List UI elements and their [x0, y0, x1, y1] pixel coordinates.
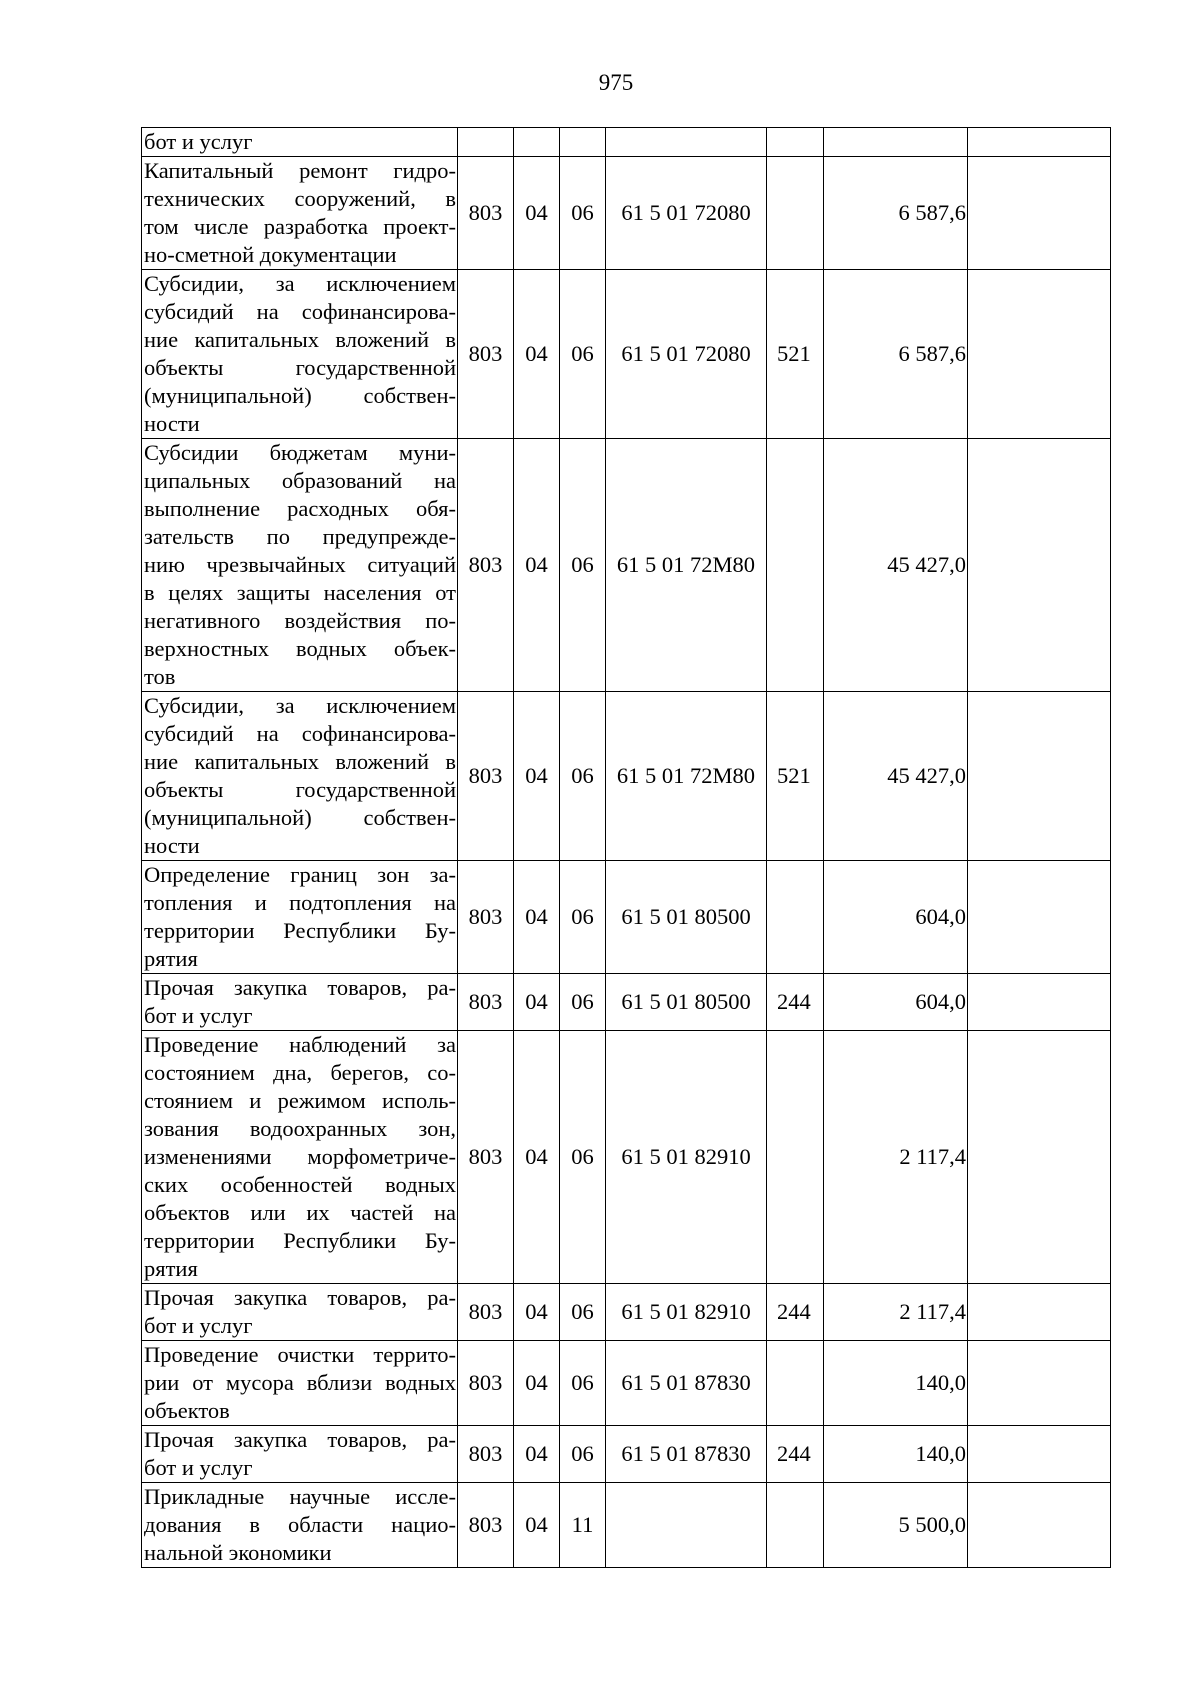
ministry-code-cell: 803: [458, 861, 514, 974]
table-body: [142, 128, 1111, 1568]
target-article-cell: 61 5 01 72М80: [606, 439, 767, 692]
section-code-cell: 04: [514, 1483, 560, 1568]
expense-name-line: Субсидии, за исключением: [144, 271, 456, 296]
expense-type-cell: 521: [767, 270, 824, 439]
target-article-cell: 61 5 01 82910: [606, 1031, 767, 1284]
section-code-cell: [514, 128, 560, 157]
subsection-code-cell: 06: [560, 861, 606, 974]
expense-name-cell: [142, 157, 458, 270]
table-row: [142, 128, 1111, 157]
expense-name-line: территории Республики Бу-: [144, 1228, 456, 1253]
extra-cell: [968, 1426, 1111, 1483]
ministry-code-cell: 803: [458, 692, 514, 861]
expense-name-line: ности: [144, 833, 200, 858]
ministry-code-cell: 803: [458, 1284, 514, 1341]
target-article-cell: 61 5 01 80500: [606, 861, 767, 974]
extra-cell: [968, 270, 1111, 439]
expense-type-cell: [767, 1031, 824, 1284]
ministry-code-cell: 803: [458, 270, 514, 439]
expense-name-line: ципальных образований на: [144, 468, 456, 493]
amount-cell: 140,0: [824, 1341, 968, 1426]
section-code-cell: 04: [514, 692, 560, 861]
expense-name-cell: [142, 1341, 458, 1426]
ministry-code-cell: 803: [458, 157, 514, 270]
table-row: [142, 439, 1111, 692]
expense-type-cell: [767, 1483, 824, 1568]
expense-name-line: том числе разработка проект-: [144, 214, 456, 239]
amount-cell: [824, 128, 968, 157]
expense-name-cell: [142, 1031, 458, 1284]
target-article-cell: 61 5 01 82910: [606, 1284, 767, 1341]
target-article-cell: [606, 1483, 767, 1568]
expense-name-line: бот и услуг: [144, 129, 253, 154]
expense-name-line: состоянием дна, берегов, со-: [144, 1060, 456, 1085]
expense-name-line: рии от мусора вблизи водных: [144, 1370, 456, 1395]
expense-type-cell: 244: [767, 974, 824, 1031]
expense-name-line: Прочая закупка товаров, ра-: [144, 1285, 456, 1310]
ministry-code-cell: 803: [458, 1426, 514, 1483]
expense-name-line: бот и услуг: [144, 1003, 253, 1028]
expense-name-line: (муниципальной) собствен-: [144, 805, 456, 830]
expense-name-line: дования в области нацио-: [144, 1512, 456, 1537]
subsection-code-cell: [560, 128, 606, 157]
expense-name-cell: [142, 1483, 458, 1568]
expense-name-line: объектов или их частей на: [144, 1200, 456, 1225]
subsection-code-cell: 06: [560, 1284, 606, 1341]
amount-cell: 6 587,6: [824, 157, 968, 270]
expense-name-line: нальной экономики: [144, 1540, 332, 1565]
expense-name-cell: [142, 692, 458, 861]
expense-type-cell: [767, 439, 824, 692]
section-code-cell: 04: [514, 439, 560, 692]
target-article-cell: 61 5 01 80500: [606, 974, 767, 1031]
expense-type-cell: [767, 128, 824, 157]
extra-cell: [968, 974, 1111, 1031]
expense-name-line: стоянием и режимом исполь-: [144, 1088, 456, 1113]
expense-name-cell: [142, 861, 458, 974]
expense-name-line: в целях защиты населения от: [144, 580, 456, 605]
target-article-cell: 61 5 01 72080: [606, 270, 767, 439]
table-row: [142, 157, 1111, 270]
amount-cell: 6 587,6: [824, 270, 968, 439]
expense-name-line: ских особенностей водных: [144, 1172, 456, 1197]
subsection-code-cell: 06: [560, 1426, 606, 1483]
expense-type-cell: 244: [767, 1284, 824, 1341]
expense-name-cell: [142, 1284, 458, 1341]
extra-cell: [968, 1031, 1111, 1284]
section-code-cell: 04: [514, 1284, 560, 1341]
expense-name-cell: [142, 128, 458, 157]
expense-name-line: Прочая закупка товаров, ра-: [144, 1427, 456, 1452]
expense-name-line: Проведение очистки террито-: [144, 1342, 456, 1367]
expense-type-cell: 521: [767, 692, 824, 861]
expense-type-cell: [767, 157, 824, 270]
section-code-cell: 04: [514, 157, 560, 270]
table-row: [142, 692, 1111, 861]
expense-name-cell: [142, 439, 458, 692]
section-code-cell: 04: [514, 270, 560, 439]
expense-name-cell: [142, 1426, 458, 1483]
table-row: [142, 1341, 1111, 1426]
ministry-code-cell: 803: [458, 1341, 514, 1426]
expense-type-cell: [767, 861, 824, 974]
expense-name-line: рятия: [144, 1256, 198, 1281]
expense-name-line: территории Республики Бу-: [144, 918, 456, 943]
subsection-code-cell: 11: [560, 1483, 606, 1568]
table-row: [142, 1284, 1111, 1341]
amount-cell: 2 117,4: [824, 1284, 968, 1341]
expense-name-line: рятия: [144, 946, 198, 971]
subsection-code-cell: 06: [560, 157, 606, 270]
target-article-cell: 61 5 01 87830: [606, 1426, 767, 1483]
amount-cell: 140,0: [824, 1426, 968, 1483]
subsection-code-cell: 06: [560, 1341, 606, 1426]
expense-name-line: субсидий на софинансирова-: [144, 721, 456, 746]
expense-name-line: объектов: [144, 1398, 230, 1423]
section-code-cell: 04: [514, 861, 560, 974]
ministry-code-cell: 803: [458, 1031, 514, 1284]
target-article-cell: 61 5 01 87830: [606, 1341, 767, 1426]
extra-cell: [968, 861, 1111, 974]
expense-name-line: зательств по предупрежде-: [144, 524, 456, 549]
expense-name-line: Субсидии, за исключением: [144, 693, 456, 718]
table-row: [142, 1031, 1111, 1284]
expense-name-line: Прикладные научные иссле-: [144, 1484, 456, 1509]
extra-cell: [968, 1341, 1111, 1426]
budget-table: [141, 127, 1111, 1568]
expense-name-line: ности: [144, 411, 200, 436]
table-row: [142, 270, 1111, 439]
amount-cell: 45 427,0: [824, 692, 968, 861]
section-code-cell: 04: [514, 1031, 560, 1284]
expense-name-line: Капитальный ремонт гидро-: [144, 158, 456, 183]
expense-name-line: нию чрезвычайных ситуаций: [144, 552, 456, 577]
extra-cell: [968, 1483, 1111, 1568]
expense-name-line: Прочая закупка товаров, ра-: [144, 975, 456, 1000]
expense-name-line: бот и услуг: [144, 1313, 253, 1338]
subsection-code-cell: 06: [560, 439, 606, 692]
amount-cell: 604,0: [824, 974, 968, 1031]
amount-cell: 45 427,0: [824, 439, 968, 692]
extra-cell: [968, 157, 1111, 270]
amount-cell: 604,0: [824, 861, 968, 974]
expense-name-line: объекты государственной: [144, 777, 456, 802]
expense-name-line: Определение границ зон за-: [144, 862, 456, 887]
subsection-code-cell: 06: [560, 270, 606, 439]
expense-name-line: негативного воздействия по-: [144, 608, 456, 633]
expense-name-cell: [142, 974, 458, 1031]
target-article-cell: [606, 128, 767, 157]
ministry-code-cell: 803: [458, 1483, 514, 1568]
expense-name-line: топления и подтопления на: [144, 890, 456, 915]
expense-name-line: ние капитальных вложений в: [144, 749, 456, 774]
subsection-code-cell: 06: [560, 692, 606, 861]
expense-name-line: объекты государственной: [144, 355, 456, 380]
ministry-code-cell: [458, 128, 514, 157]
expense-name-line: технических сооружений, в: [144, 186, 456, 211]
target-article-cell: 61 5 01 72М80: [606, 692, 767, 861]
expense-name-line: выполнение расходных обя-: [144, 496, 456, 521]
section-code-cell: 04: [514, 974, 560, 1031]
page-number: 975: [598, 70, 634, 95]
expense-name-line: тов: [144, 664, 176, 689]
table-row: [142, 861, 1111, 974]
table-row: [142, 1426, 1111, 1483]
ministry-code-cell: 803: [458, 974, 514, 1031]
extra-cell: [968, 692, 1111, 861]
expense-name-line: изменениями морфометриче-: [144, 1144, 456, 1169]
expense-name-line: субсидий на софинансирова-: [144, 299, 456, 324]
expense-name-line: Проведение наблюдений за: [144, 1032, 456, 1057]
expense-name-line: зования водоохранных зон,: [144, 1116, 456, 1141]
ministry-code-cell: 803: [458, 439, 514, 692]
amount-cell: 2 117,4: [824, 1031, 968, 1284]
section-code-cell: 04: [514, 1341, 560, 1426]
table-row: [142, 1483, 1111, 1568]
extra-cell: [968, 439, 1111, 692]
expense-name-line: но-сметной документации: [144, 242, 397, 267]
extra-cell: [968, 1284, 1111, 1341]
expense-type-cell: [767, 1341, 824, 1426]
section-code-cell: 04: [514, 1426, 560, 1483]
expense-name-cell: [142, 270, 458, 439]
expense-name-line: верхностных водных объек-: [144, 636, 456, 661]
table-row: [142, 974, 1111, 1031]
expense-name-line: (муниципальной) собствен-: [144, 383, 456, 408]
amount-cell: 5 500,0: [824, 1483, 968, 1568]
subsection-code-cell: 06: [560, 1031, 606, 1284]
subsection-code-cell: 06: [560, 974, 606, 1031]
expense-name-line: Субсидии бюджетам муни-: [144, 440, 456, 465]
target-article-cell: 61 5 01 72080: [606, 157, 767, 270]
expense-name-line: бот и услуг: [144, 1455, 253, 1480]
extra-cell: [968, 128, 1111, 157]
expense-type-cell: 244: [767, 1426, 824, 1483]
expense-name-line: ние капитальных вложений в: [144, 327, 456, 352]
